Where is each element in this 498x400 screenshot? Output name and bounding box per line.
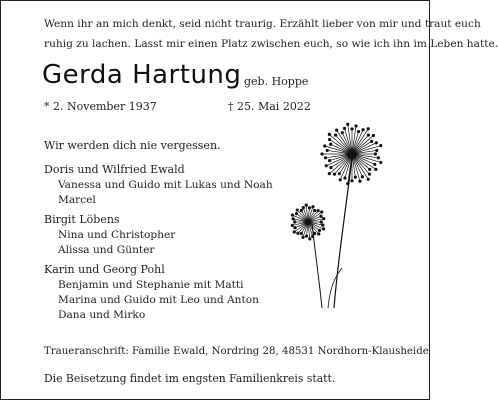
- family-member: Vanessa und Guido mit Lukas und Noah: [58, 179, 273, 191]
- death-date: † 25. Mai 2022: [228, 100, 311, 113]
- family-member: Benjamin und Stephanie mit Matti: [58, 279, 244, 291]
- family-group: [44, 162, 294, 208]
- funeral-note: Die Beisetzung findet im engsten Familienkreis statt.: [44, 372, 336, 385]
- dandelion-flowers-icon: [272, 118, 396, 310]
- family-head: Karin und Georg Pohl: [44, 263, 165, 276]
- dandelion-head-large: [320, 123, 382, 186]
- family-group: [44, 262, 294, 323]
- motto: Wir werden dich nie vergessen.: [44, 139, 221, 152]
- poem-line-2: ruhig zu lachen. Lasst mir einen Platz zwischen euch, so wie ich ihn im Leben hatte.: [44, 38, 498, 50]
- deceased-name: Gerda Hartung: [42, 60, 242, 90]
- family-member: Marina und Guido mit Leo und Anton: [58, 294, 259, 306]
- family-member: Nina und Christopher: [58, 229, 176, 241]
- birth-date: * 2. November 1937: [44, 100, 157, 113]
- family-group: [44, 212, 294, 258]
- poem: [44, 14, 498, 54]
- mourning-address: Traueranschrift: Familie Ewald, Nordring 28, 48531 Nordhorn-Klausheide: [44, 346, 429, 357]
- family-member: Alissa und Günter: [58, 244, 155, 256]
- family-member: Marcel: [58, 194, 96, 206]
- mourners-list: [44, 162, 294, 327]
- maiden-name: geb. Hoppe: [244, 75, 309, 88]
- family-head: Doris und Wilfried Ewald: [44, 163, 185, 176]
- family-head: Birgit Löbens: [44, 213, 120, 226]
- poem-line-1: Wenn ihr an mich denkt, seid nicht traurig. Erzählt lieber von mir und traut euch: [44, 18, 481, 30]
- dandelion-head-small: [291, 203, 326, 240]
- family-member: Dana und Mirko: [58, 309, 146, 321]
